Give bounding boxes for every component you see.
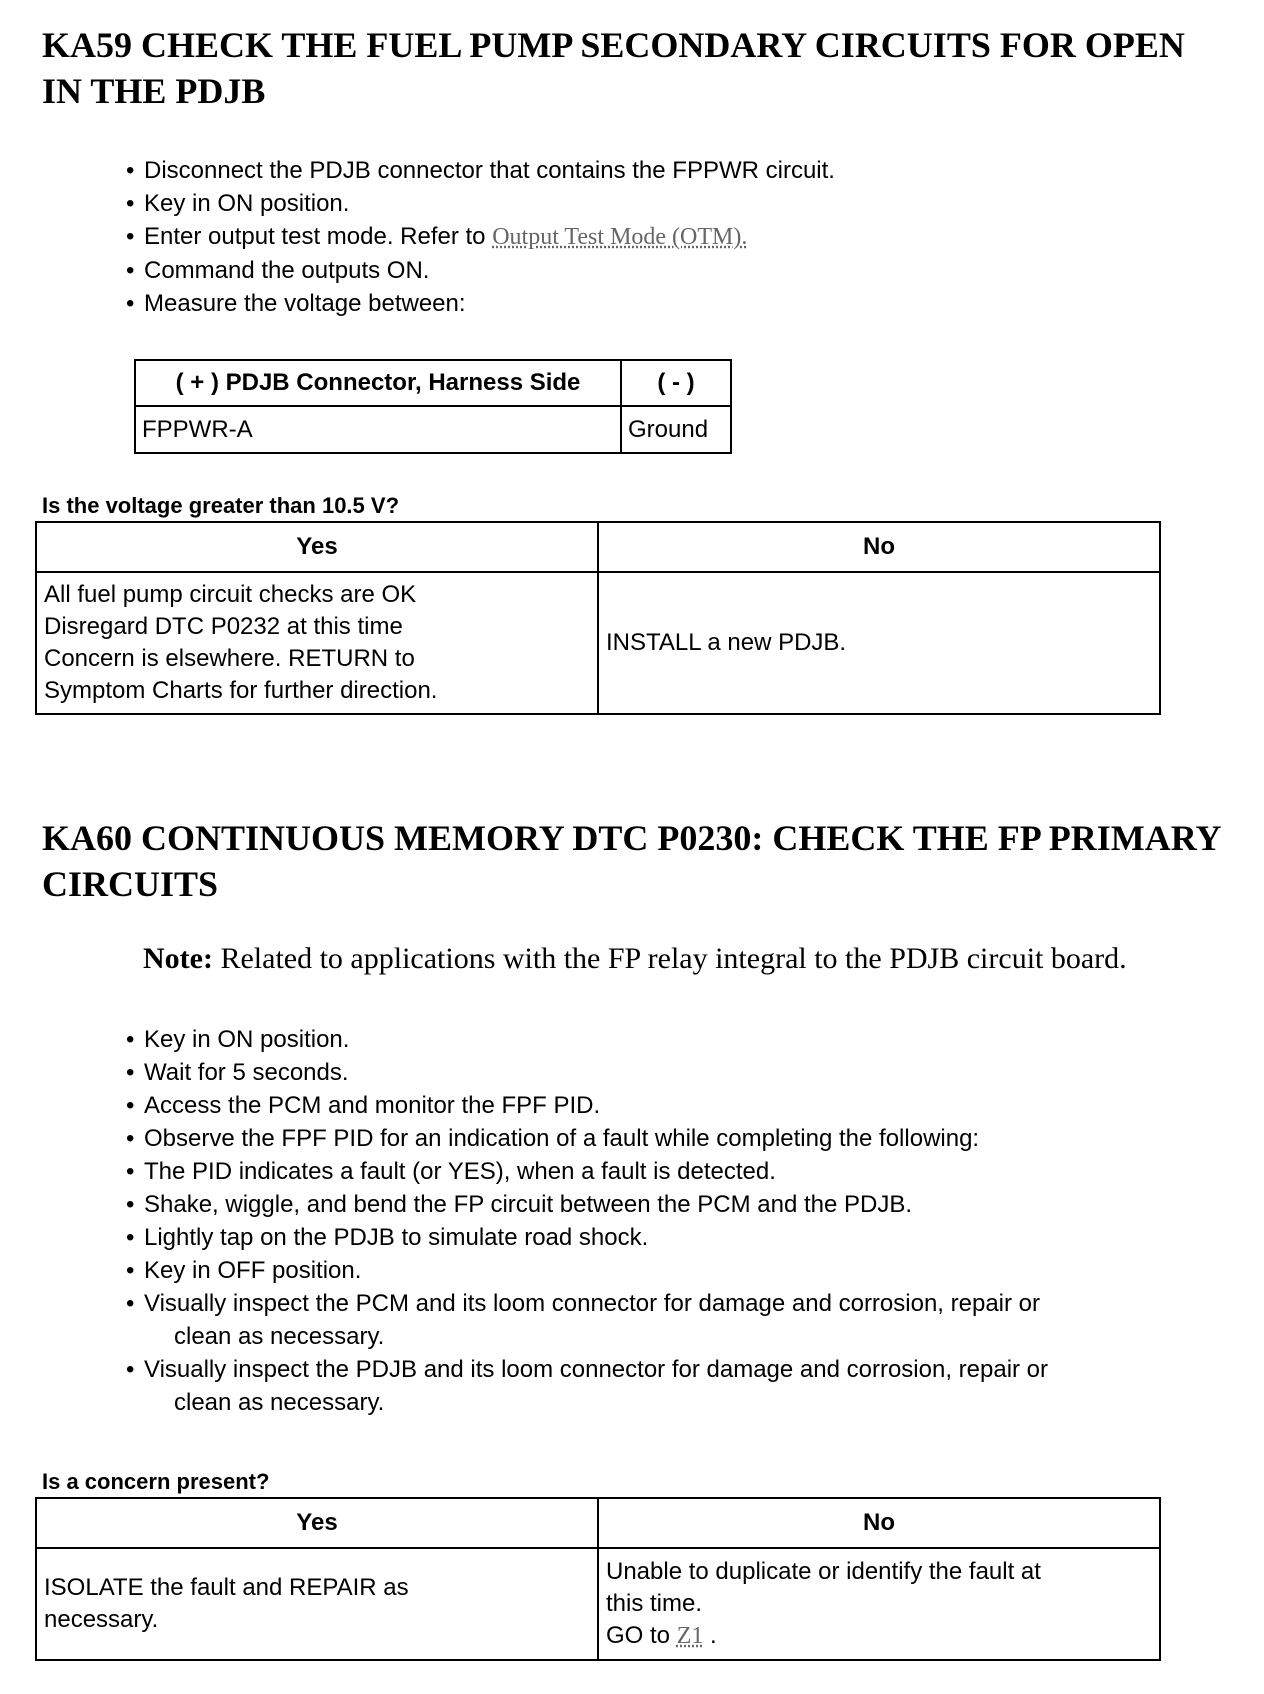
positive-lead-cell: FPPWR-A (135, 406, 621, 453)
positive-lead-header: ( + ) PDJB Connector, Harness Side (135, 360, 621, 406)
list-item: • Visually inspect the PDJB and its loom connector for damage and corrosion, repair or clean as necessary. (126, 1353, 1236, 1419)
list-item: • Access the PCM and monitor the FPF PID. (126, 1089, 1236, 1122)
yes-cell: ISOLATE the fault and REPAIR as necessary. (36, 1548, 598, 1660)
negative-lead-cell: Ground (621, 406, 731, 453)
ka59-question: Is the voltage greater than 10.5 V? (42, 493, 400, 518)
yes-header: Yes (36, 522, 598, 572)
table-header-row (135, 360, 731, 406)
table-row (36, 1548, 1160, 1660)
ka60-step-list (126, 1023, 1236, 1419)
yes-cell: All fuel pump circuit checks are OK Disregard DTC P0232 at this time Concern is elsewhere. RETURN to Symptom Charts for further direction. (36, 572, 598, 714)
list-item: • Measure the voltage between: (126, 287, 1236, 320)
ka59-heading: KA59 CHECK THE FUEL PUMP SECONDARY CIRCUITS FOR OPEN IN THE PDJB (42, 25, 1185, 111)
ka59-result-table (35, 521, 1161, 715)
list-item: • The PID indicates a fault (or YES), when a fault is detected. (126, 1155, 1236, 1188)
list-item: • Enter output test mode. Refer to Output Test Mode (OTM). (126, 220, 1236, 254)
list-item: • Wait for 5 seconds. (126, 1056, 1236, 1089)
note-label: Note: (143, 942, 213, 975)
ka60-result-table (35, 1497, 1161, 1661)
list-item: • Key in ON position. (126, 187, 1236, 220)
table-header-row (36, 522, 1160, 572)
negative-lead-header: ( - ) (621, 360, 731, 406)
note-text: Related to applications with the FP relay integral to the PDJB circuit board. (212, 942, 1127, 975)
list-item: • Disconnect the PDJB connector that contains the FPPWR circuit. (126, 154, 1236, 187)
no-cell: Unable to duplicate or identify the fault at this time. GO to Z1 . (598, 1548, 1160, 1660)
table-row (36, 572, 1160, 714)
table-row (135, 406, 731, 453)
ka59-step-list (126, 154, 1236, 320)
ka60-heading: KA60 CONTINUOUS MEMORY DTC P0230: CHECK THE FP PRIMARY CIRCUITS (42, 818, 1221, 904)
table-header-row (36, 1498, 1160, 1548)
list-item: • Key in ON position. (126, 1023, 1236, 1056)
otm-link[interactable]: Output Test Mode (OTM). (492, 224, 748, 250)
list-item: • Visually inspect the PCM and its loom connector for damage and corrosion, repair or clean as necessary. (126, 1287, 1236, 1353)
list-item: • Observe the FPF PID for an indication of a fault while completing the following: (126, 1122, 1236, 1155)
list-item: • Shake, wiggle, and bend the FP circuit between the PCM and the PDJB. (126, 1188, 1236, 1221)
yes-header: Yes (36, 1498, 598, 1548)
list-item: • Key in OFF position. (126, 1254, 1236, 1287)
list-item: • Lightly tap on the PDJB to simulate road shock. (126, 1221, 1236, 1254)
z1-link[interactable]: Z1 (676, 1623, 704, 1649)
measurement-table (134, 359, 732, 454)
list-item: • Command the outputs ON. (126, 254, 1236, 287)
note (143, 942, 1127, 976)
no-header: No (598, 1498, 1160, 1548)
no-cell: INSTALL a new PDJB. (598, 572, 1160, 714)
no-header: No (598, 522, 1160, 572)
ka60-question: Is a concern present? (42, 1469, 270, 1494)
